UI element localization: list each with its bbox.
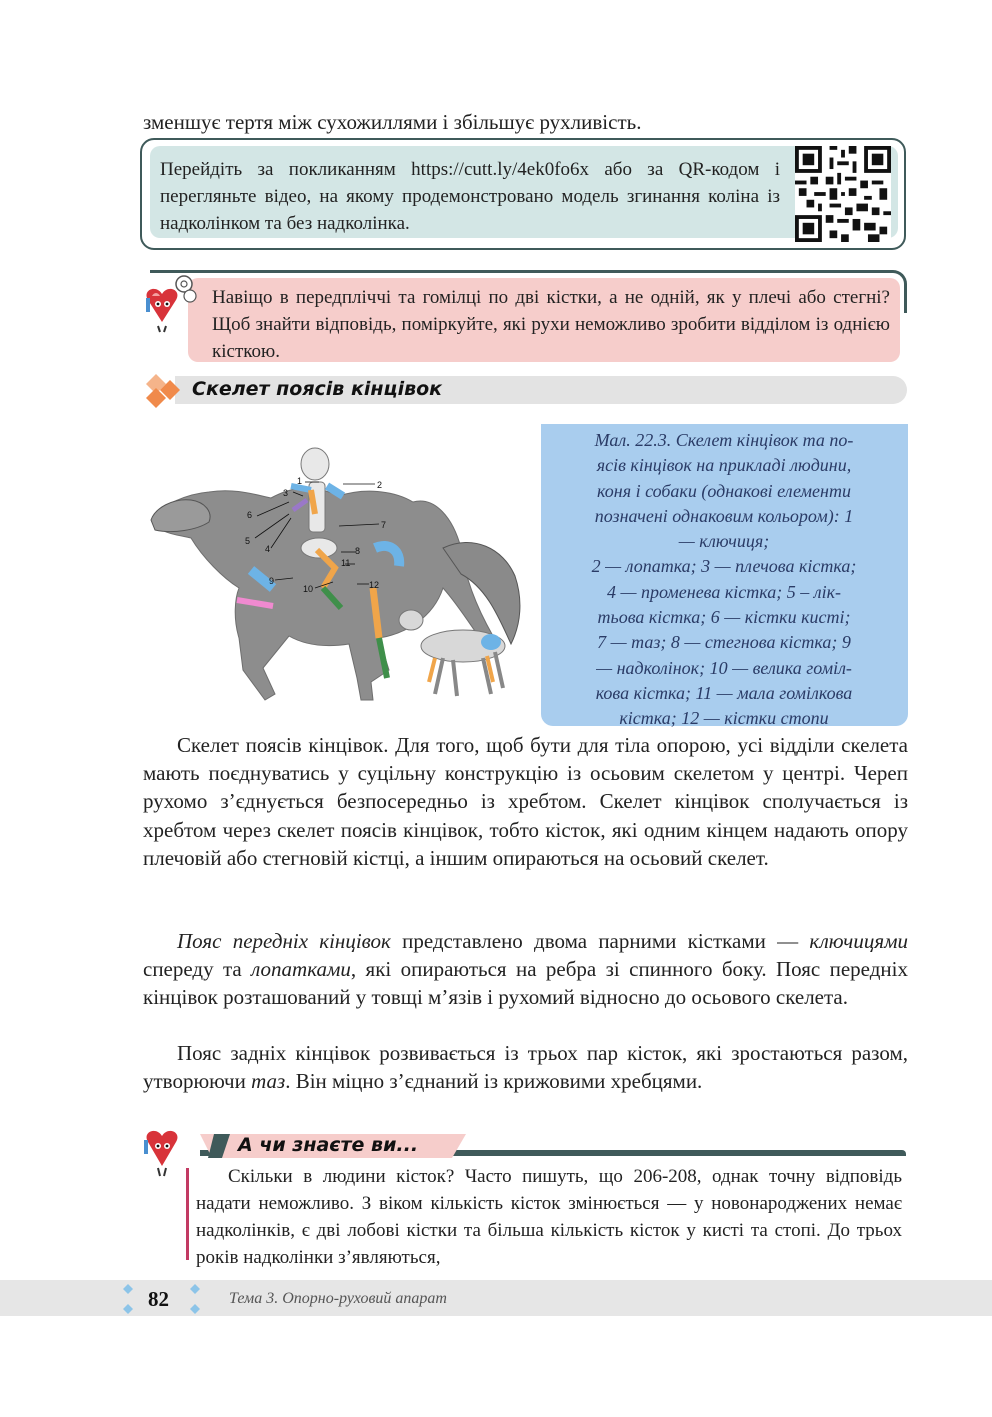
- did-you-know-paragraph: Скільки в людини кісток? Часто пишуть, що 206-208, однак точну відповідь надати неможливо. З віком кількість кісток змінюється — у новонароджених немає надколінків, є дві лобові кістки та більша кількість кісток у кисті та стопі. До трьох років надколінки з’являються,: [196, 1166, 902, 1268]
- did-you-know-title: А чи знаєте ви...: [238, 1134, 419, 1156]
- caption-line: 4 — променева кістка; 5 – лік-: [606, 581, 842, 602]
- did-you-know-side-rule: [186, 1168, 189, 1260]
- caption-line: Мал. 22.3. Скелет кінцівок та по-: [594, 430, 854, 450]
- question-text: Навіщо в передпліччі та гомілці по дві кістки, а не одній, як у плечі або стегні? Щоб знайти відповідь, поміркуйте, які рухи неможливо зробити відділом із однією кісткою.: [212, 287, 890, 362]
- footer-diamonds-left-icon: [117, 1282, 139, 1316]
- term-scapulae: лопатками: [251, 957, 351, 982]
- figure-label: 10: [303, 584, 314, 594]
- text-span: спереду та: [143, 957, 252, 982]
- footer-topic: Тема 3. Опорно-руховий апарат: [229, 1290, 447, 1307]
- caption-line: тьова кістка; 6 — кістки кисті;: [597, 607, 851, 628]
- skeleton-figure: [143, 438, 538, 708]
- caption-line: позначені однаковим кольором): 1: [594, 505, 854, 526]
- caption-line: кістка; 12 — кістки стопи: [619, 708, 829, 729]
- figure-label: 1: [297, 476, 303, 486]
- paragraph-shoulder-girdle-intro: Скелет поясів кінцівок. Для того, щоб бути для тіла опорою, усі відділи скелета мають поєднуватись у суцільну конструкцію із осьовим скелетом у центрі. Череп рухомо з’єднується безпосередньо із хребтом. Скелет кінцівок сполучається із хребтом через скелет поясів кінцівок, тобто кісток, які одним кінцем надають опору плечовій або стегновій кістці, а іншим опираються на осьовий скелет.: [143, 733, 908, 870]
- figure-label: 7: [381, 520, 387, 530]
- figure-caption: [545, 428, 903, 732]
- figure-label: 9: [269, 576, 275, 586]
- diamond-ornament-icon: [140, 372, 184, 410]
- qr-callout-text: Перейдіть за покликанням https://cutt.ly/4ek0fo6x або за QR-кодом і перегляньте відео, на якому продемонстровано модель згинання коліна із надколінком та без надколінка.: [160, 159, 780, 234]
- figure-label: 11: [341, 558, 351, 568]
- page-number: 82: [148, 1287, 169, 1311]
- term-pelvis: таз: [251, 1069, 286, 1094]
- paragraph-forelimb-girdle: [143, 927, 908, 1012]
- figure-label: 5: [245, 536, 251, 546]
- term-clavicles: ключицями: [809, 929, 908, 953]
- text-span: , які опираються на ребра зі спинного боку. Пояс передніх кінцівок розташований у товщі м’язів і рухомий відносно до осьового скелета.: [143, 957, 908, 1010]
- figure-label: 6: [247, 510, 253, 520]
- caption-line: кова кістка; 11 — мала гомілкова: [595, 682, 853, 703]
- text-span: представлено двома парними кістками —: [390, 929, 810, 953]
- qr-code-icon[interactable]: [795, 146, 891, 242]
- caption-line: ясів кінцівок на прикладі людини,: [596, 455, 852, 476]
- section-title: Скелет поясів кінцівок: [192, 378, 443, 400]
- figure-label: 2: [377, 480, 383, 490]
- did-you-know-text: [196, 1163, 902, 1271]
- term-forelimb-girdle: Пояс передніх кінцівок: [177, 929, 391, 953]
- text-span: Пояс задніх кінцівок розвивається із трьох пар кісток, які зростаються разом, утворюючи: [143, 1041, 908, 1094]
- footer-diamonds-right-icon: [184, 1282, 206, 1316]
- figure-label: 12: [369, 580, 380, 590]
- figure-label: 3: [283, 488, 289, 498]
- caption-line: — надколінок; 10 — велика гоміл-: [596, 657, 852, 678]
- caption-line: коня і собаки (однакові елементи: [597, 480, 851, 501]
- caption-line: 2 — лопатка; 3 — плечова кістка;: [591, 556, 857, 577]
- continuation-line: зменшує тертя між сухожиллями і збільшує рухливість.: [143, 110, 642, 134]
- caption-line: — ключиця;: [678, 531, 770, 552]
- figure-label: 4: [265, 544, 271, 554]
- heart-mascot-thinking-icon: [138, 272, 198, 334]
- paragraph-hindlimb-girdle: [143, 1039, 908, 1095]
- caption-line: 7 — таз; 8 — стегнова кістка; 9: [597, 632, 851, 653]
- text-span: . Він міцно з’єднаний із крижовими хребцями.: [285, 1069, 703, 1094]
- figure-label: 8: [355, 546, 361, 556]
